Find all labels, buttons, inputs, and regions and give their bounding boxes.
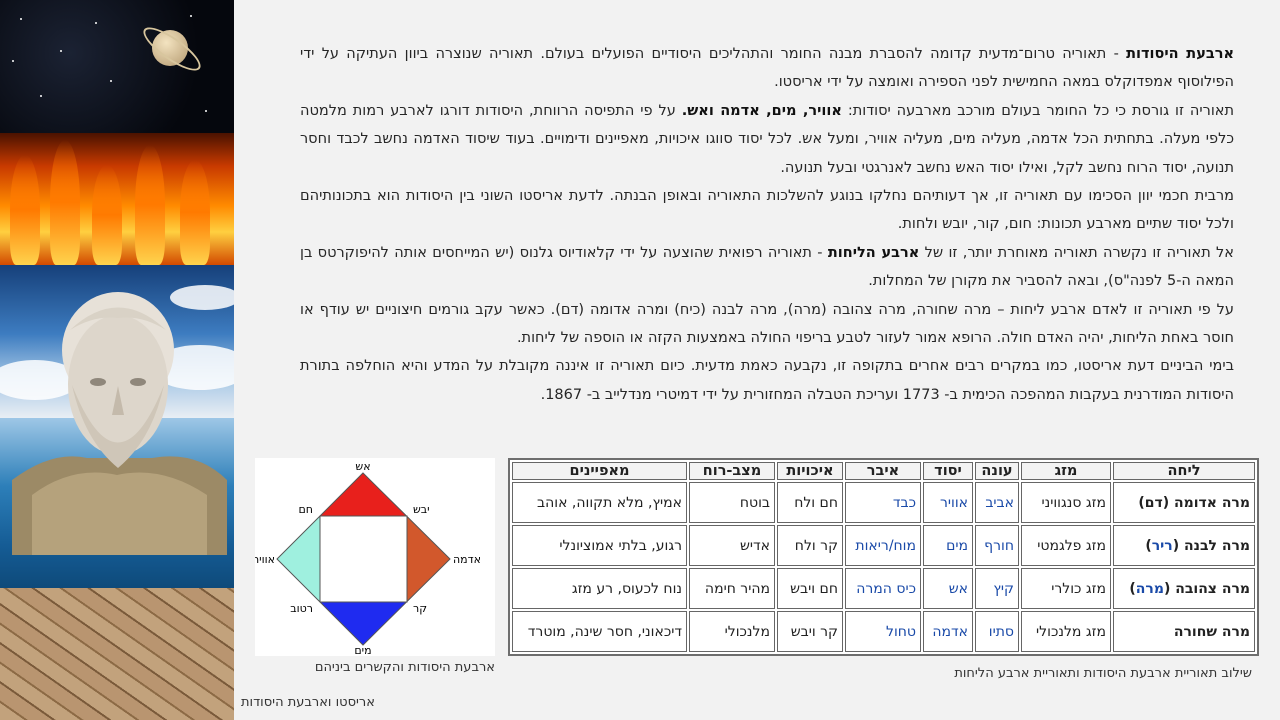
space-image bbox=[0, 0, 234, 133]
cell-organ-link[interactable]: כבד bbox=[845, 482, 921, 523]
earth-triangle bbox=[407, 516, 450, 602]
cell-temperament: מזג סנגוויני bbox=[1021, 482, 1111, 523]
cell-mood: בוטח bbox=[689, 482, 775, 523]
cell-traits: נוח לכעוס, רע מזג bbox=[512, 568, 687, 609]
cell-qualities: חם ויבש bbox=[777, 568, 843, 609]
cell-qualities: קר ויבש bbox=[777, 611, 843, 652]
paragraph-humors-theory: על פי תאוריה זו לאדם ארבע ליחות – מרה שחורה, מרה צהובה (מרה), מרה לבנה (כיח) ומרה אדומה (דם). כאשר עקב גורמים חיצוניים יש עודף או חוסר באחת הליחות, יהיה האדם חולה. הרופא אמור לעזור לטבע בריפוי החולה באמצעות הקזה או הוספה של ליחות. bbox=[300, 301, 1234, 347]
cell-organ-link[interactable]: טחול bbox=[845, 611, 921, 652]
cell-organ-link[interactable]: כיס המרה bbox=[845, 568, 921, 609]
cell-humor: מרה לבנה (ריר) bbox=[1113, 525, 1255, 566]
cell-temperament: מזג מלנכולי bbox=[1021, 611, 1111, 652]
cell-element-link[interactable]: מים bbox=[923, 525, 973, 566]
aristotle-caption: אריסטו וארבעת היסודות bbox=[241, 695, 375, 710]
cell-humor: מרה שחורה bbox=[1113, 611, 1255, 652]
header-traits: מאפיינים bbox=[512, 462, 687, 480]
header-organ: איבר bbox=[845, 462, 921, 480]
cell-mood: מלנכולי bbox=[689, 611, 775, 652]
table-row bbox=[512, 568, 1255, 609]
header-mood: מצב-רוח bbox=[689, 462, 775, 480]
label-hot: חם bbox=[298, 503, 313, 516]
header-element: יסוד bbox=[923, 462, 973, 480]
term-four-humors: ארבע הליחות bbox=[827, 244, 920, 261]
cell-mood: מהיר חימה bbox=[689, 568, 775, 609]
cell-temperament: מזג כולרי bbox=[1021, 568, 1111, 609]
elements-diagram bbox=[255, 458, 495, 656]
header-season: עונה bbox=[975, 462, 1019, 480]
table-header-row bbox=[512, 462, 1255, 480]
paragraph-greek-sages: מרבית חכמי יוון הסכימו עם תאוריה זו, אך דעותיהם נחלקו בנוגע להשלכות התאוריה ובאופן הבנתה. לדעת אריסטו השוני בין היסודות הוא בתכונותיהם ולכל יסוד שתיים מארבע תכונות: חום, קור, יובש ולחות. bbox=[300, 188, 1234, 233]
cell-mood: אדיש bbox=[689, 525, 775, 566]
table-row bbox=[512, 611, 1255, 652]
cell-qualities: קר ולח bbox=[777, 525, 843, 566]
cell-traits: דיכאוני, חסר שינה, מוטרד bbox=[512, 611, 687, 652]
label-cold: קר bbox=[413, 602, 428, 615]
paragraph-composition: תאוריה זו גורסת כי כל החומר בעולם מורכב מארבעה יסודות: אוויר, מים, אדמה ואש. על פי התפיסה הרווחת, היסודות דורגו לארבע רמות מלמטה כלפי מעלה. בתחתית הכל אדמה, מעליה מים, מעליה אוויר, ומעל אש. לכל יסוד סווגו איכויות, מאפיינים ודימויים. בעוד שיסוד האדמה נחשב לכבד וחסר תנועה, יסוד הרוח נחשב לקל, ואילו יסוד האש נחשב לאנרגטי ובעל תנועה. bbox=[300, 102, 1235, 176]
aristotle-bust-image bbox=[12, 290, 227, 555]
elements-image-strip bbox=[0, 0, 234, 720]
cell-traits: רגוע, בלתי אמוציונלי bbox=[512, 525, 687, 566]
label-earth: אדמה bbox=[453, 553, 482, 566]
label-fire: אש bbox=[355, 460, 371, 473]
humors-table bbox=[508, 458, 1259, 656]
label-wet: רטוב bbox=[290, 602, 313, 615]
label-dry: יבש bbox=[413, 503, 430, 516]
paragraph-intro: ארבעת היסודות - תאוריה טרום־מדעית קדומה להסברת מבנה החומר והתהליכים היסודיים הפועלים בעולם. תאוריה שנוצרה ביוון העתיקה על ידי הפילוסוף אמפדוקלס במאה החמישית לפני הספירה ואומצה על ידי אריסטו. bbox=[300, 46, 1234, 91]
cell-season-link[interactable]: סתיו bbox=[975, 611, 1019, 652]
header-qualities: איכויות bbox=[777, 462, 843, 480]
header-temperament: מזג bbox=[1021, 462, 1111, 480]
cell-organ-link[interactable]: מוח/ריאות bbox=[845, 525, 921, 566]
elements-list: אוויר, מים, אדמה ואש. bbox=[681, 102, 842, 119]
cell-season-link[interactable]: חורף bbox=[975, 525, 1019, 566]
cell-humor: מרה צהובה (מרה) bbox=[1113, 568, 1255, 609]
label-water: מים bbox=[354, 644, 372, 656]
cracked-earth-image bbox=[0, 588, 234, 720]
table-caption: שילוב תאוריית ארבעת היסודות ותאוריית ארבע הליחות bbox=[954, 666, 1252, 681]
table-row bbox=[512, 482, 1255, 523]
label-air: אוויר bbox=[255, 553, 275, 566]
table-row bbox=[512, 525, 1255, 566]
paragraph-middle-ages: בימי הביניים דעת אריסטו, כמו במקרים רבים אחרים בתקופה זו, נקבעה כאמת מדעית. כיום תאוריה זו איננה מקובלת על המדע והיא הוחלפה בתורת היסודות המודרנית בעקבות המהפכה הכימית ב- 1773 ועריכת הטבלה המחזורית על ידי דמיטרי מנדלייב ב- 1867. bbox=[300, 358, 1234, 403]
cell-traits: אמיץ, מלא תקווה, אוהב bbox=[512, 482, 687, 523]
cell-element-link[interactable]: אוויר bbox=[923, 482, 973, 523]
air-triangle bbox=[277, 516, 320, 602]
cell-season-link[interactable]: אביב bbox=[975, 482, 1019, 523]
header-humor: ליחה bbox=[1113, 462, 1255, 480]
paragraph-four-humors: אל תאוריה זו נקשרה תאוריה מאוחרת יותר, זו של ארבע הליחות - תאוריה רפואית שהוצעה על ידי קלאודיוס גלנוס (יש המייחסים אותה להיפוקרטס בן המאה ה-5 לפנה"ס), ובאה להסביר את מקורן של המחלות. bbox=[300, 244, 1234, 290]
humor-link[interactable]: מרה bbox=[1135, 580, 1164, 597]
fire-triangle bbox=[320, 473, 407, 516]
humor-link[interactable]: ריר bbox=[1151, 537, 1173, 554]
cell-element-link[interactable]: אש bbox=[923, 568, 973, 609]
fire-image bbox=[0, 133, 234, 265]
cell-element-link[interactable]: אדמה bbox=[923, 611, 973, 652]
cell-season-link[interactable]: קיץ bbox=[975, 568, 1019, 609]
article-body bbox=[300, 40, 1234, 409]
water-triangle bbox=[320, 602, 407, 645]
cell-temperament: מזג פלגמטי bbox=[1021, 525, 1111, 566]
diagram-caption: ארבעת היסודות והקשרים ביניהם bbox=[314, 660, 495, 675]
cell-humor: מרה אדומה (דם) bbox=[1113, 482, 1255, 523]
cell-qualities: חם ולח bbox=[777, 482, 843, 523]
term-four-elements: ארבעת היסודות bbox=[1126, 46, 1234, 62]
